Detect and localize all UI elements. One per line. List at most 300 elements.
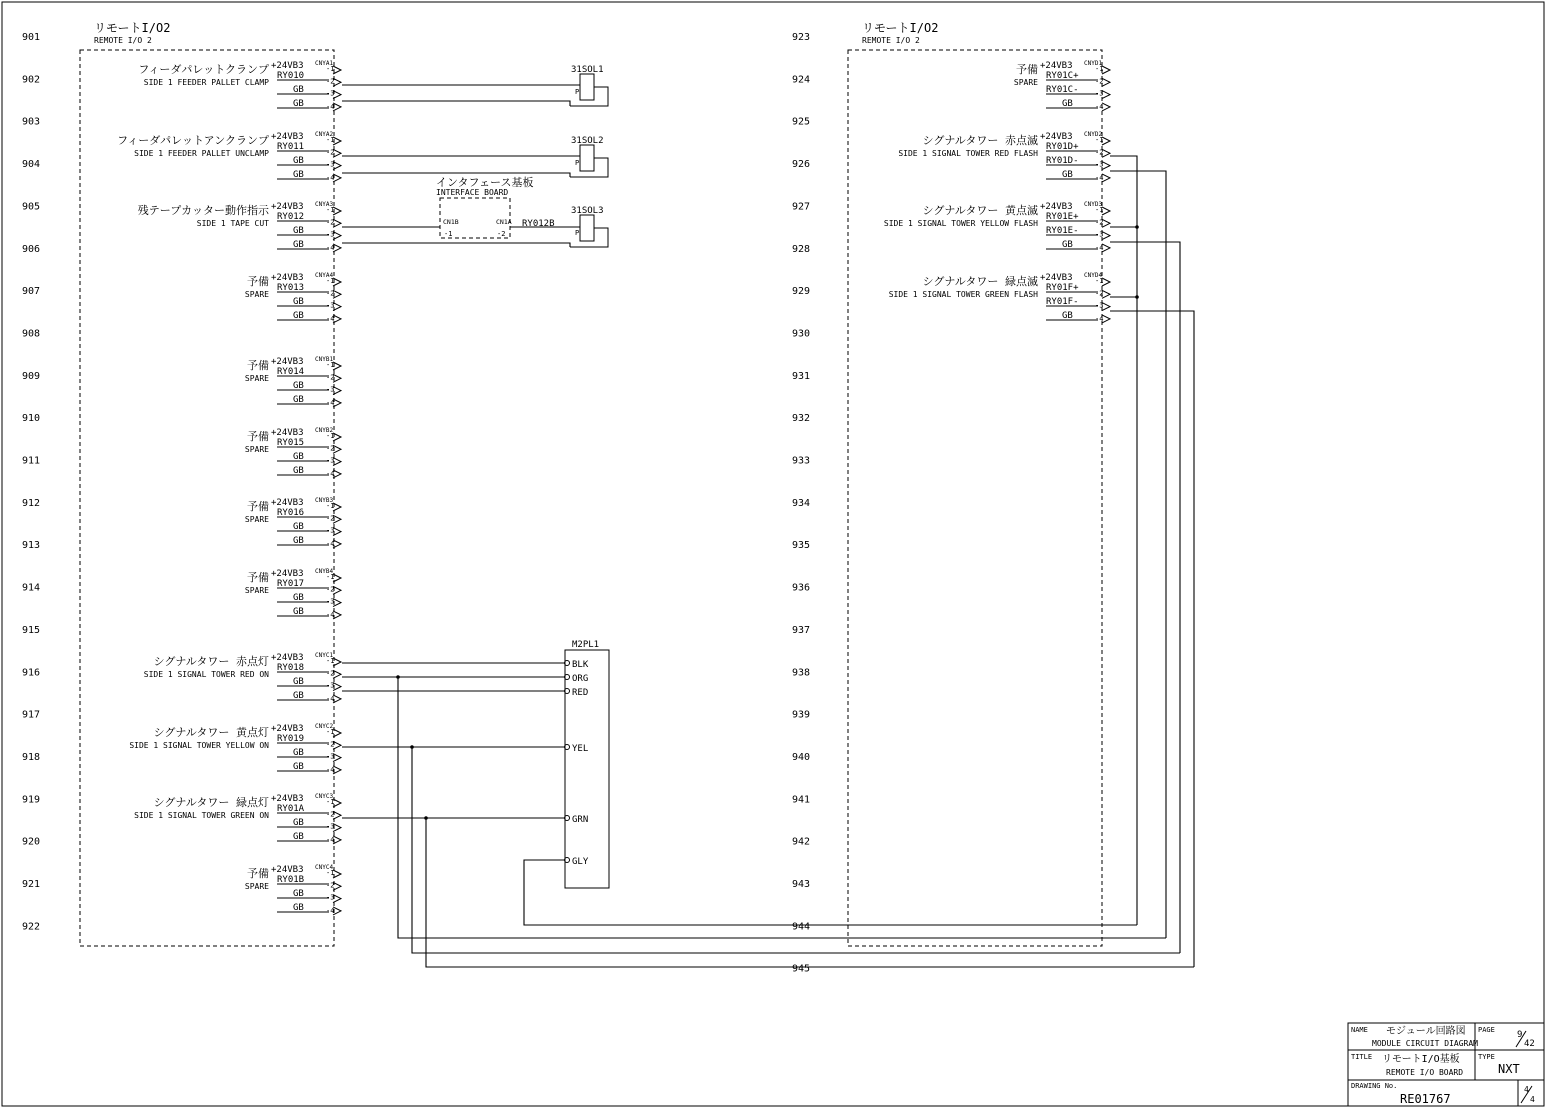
- connector-signal: GB: [1062, 99, 1073, 109]
- pin-label: -1: [326, 657, 335, 665]
- line-number: 927: [792, 201, 811, 213]
- pin-label: -2: [1095, 289, 1104, 298]
- line-number: 902: [22, 74, 41, 86]
- connector-signal: RY011: [277, 142, 305, 152]
- connector-signal: GB: [293, 226, 304, 236]
- right-module-title-en: REMOTE I/O 2: [862, 36, 920, 45]
- pin-label: -1: [326, 502, 335, 510]
- tb-name-en: MODULE CIRCUIT DIAGRAM: [1372, 1039, 1478, 1048]
- pin-label: -1: [326, 798, 335, 806]
- tb-drawing-value: RE01767: [1400, 1092, 1451, 1106]
- connector-signal: GB: [293, 832, 304, 842]
- pin-label: -1: [1095, 65, 1104, 73]
- pin-label: -4: [1095, 243, 1104, 252]
- right-module-box: [848, 50, 1102, 946]
- line-number: 931: [792, 370, 811, 382]
- connector-desc-en: SPARE: [244, 882, 269, 891]
- right-connectors: [884, 60, 1110, 323]
- connector-desc-jp: フィーダパレットクランプ: [138, 63, 269, 76]
- lamp-terminal-label: GLY: [572, 857, 589, 867]
- connector-signal: RY013: [277, 283, 305, 293]
- tb-page-total: 42: [1524, 1039, 1535, 1049]
- connector-signal: GB: [293, 818, 304, 828]
- connector-desc-jp: 予備: [247, 275, 269, 288]
- line-number: 926: [792, 159, 811, 171]
- pin-label: -3: [326, 526, 335, 535]
- connector-signal: +24VB3: [271, 273, 304, 283]
- line-number: 933: [792, 455, 811, 467]
- line-number: 903: [22, 116, 41, 128]
- connector-cnya2: [117, 131, 341, 182]
- line-number: 928: [792, 243, 811, 255]
- pin-label: -3: [326, 597, 335, 606]
- wire: [1110, 242, 1180, 953]
- pin-label: -3: [326, 822, 335, 831]
- connector-signal: RY01C+: [1046, 71, 1079, 81]
- interface-cn-left: CN1B: [443, 218, 459, 226]
- line-number: 935: [792, 540, 811, 552]
- connector-id: CNYC2: [315, 723, 334, 730]
- pin-label: -3: [1095, 301, 1104, 310]
- connector-desc-en: SPARE: [1013, 78, 1038, 87]
- tb-page-label: PAGE: [1478, 1026, 1495, 1034]
- connector-desc-en: SPARE: [244, 445, 269, 454]
- connector-id: CNYC3: [315, 793, 334, 800]
- pin-label: -3: [1095, 230, 1104, 239]
- connector-desc-en: SPARE: [244, 290, 269, 299]
- connector-signal: RY01B: [277, 875, 305, 885]
- connector-signal: GB: [293, 395, 304, 405]
- connector-desc-en: SIDE 1 SIGNAL TOWER GREEN FLASH: [888, 290, 1038, 299]
- line-number: 912: [22, 497, 41, 509]
- connector-signal: +24VB3: [271, 569, 304, 579]
- connector-signal: GB: [1062, 240, 1073, 250]
- pin-label: -2: [326, 810, 335, 819]
- connector-id: CNYB1: [315, 356, 334, 363]
- right-line-numbers: [792, 32, 810, 975]
- connector-signal: +24VB3: [1040, 132, 1073, 142]
- pin-label: -1: [1095, 206, 1104, 214]
- pin-label: -2: [326, 77, 335, 86]
- connector-desc-en: SIDE 1 SIGNAL TOWER YELLOW FLASH: [883, 219, 1038, 228]
- line-number: 916: [22, 667, 41, 679]
- pin-label: -1: [326, 869, 335, 877]
- connector-signal: RY01F-: [1046, 297, 1079, 307]
- line-number: 920: [22, 836, 41, 848]
- connector-signal: GB: [293, 522, 304, 532]
- connector-signal: +24VB3: [271, 794, 304, 804]
- solenoid-label: 31SOL1: [571, 65, 604, 75]
- connector-cnyd2: [898, 131, 1110, 182]
- connector-signal: RY01E+: [1046, 212, 1079, 222]
- pin-label: -1: [326, 277, 335, 285]
- tb-type-label: TYPE: [1478, 1053, 1495, 1061]
- connector-desc-en: SIDE 1 SIGNAL TOWER GREEN ON: [134, 811, 269, 820]
- tb-sheet-num: 4: [1524, 1085, 1529, 1094]
- line-number: 940: [792, 751, 811, 763]
- line-number: 923: [792, 32, 811, 43]
- connector-cnyc1: [144, 652, 341, 703]
- pin-label: -1: [326, 206, 335, 214]
- connector-signal: RY017: [277, 579, 305, 589]
- line-number: 914: [22, 582, 41, 594]
- connector-signal: GB: [293, 466, 304, 476]
- line-number: 937: [792, 624, 811, 636]
- junction-dot: [1135, 295, 1139, 299]
- pin-label: -3: [326, 456, 335, 465]
- left-connectors: [117, 60, 341, 915]
- interface-board-title-jp: インタフェース基板: [436, 176, 534, 189]
- pin-label: -2: [326, 585, 335, 594]
- pin-label: -4: [326, 694, 335, 703]
- page-frame: [2, 2, 1544, 1106]
- connector-signal: RY01C-: [1046, 85, 1079, 95]
- pin-label: -4: [326, 469, 335, 478]
- pin-label: -4: [326, 243, 335, 252]
- line-number: 908: [22, 328, 41, 340]
- connector-id: CNYC1: [315, 652, 334, 659]
- pin-label: -3: [326, 89, 335, 98]
- solenoid-pin: P: [575, 159, 580, 167]
- connector-desc-jp: シグナルタワー 黄点灯: [153, 726, 269, 739]
- line-number: 901: [22, 32, 41, 43]
- connector-cnyb4: [245, 568, 341, 619]
- connector-signal: +24VB3: [271, 653, 304, 663]
- pin-label: -2: [1095, 77, 1104, 86]
- pin-label: -3: [326, 301, 335, 310]
- connector-signal: RY01E-: [1046, 226, 1079, 236]
- lamp-terminal-label: ORG: [572, 674, 589, 684]
- line-number: 944: [792, 921, 811, 933]
- connector-signal: +24VB3: [271, 357, 304, 367]
- connector-cnyb1: [245, 356, 341, 407]
- lamp-terminal-label: RED: [572, 688, 589, 698]
- solenoid-pin: P: [575, 229, 580, 237]
- pin-label: -4: [1095, 173, 1104, 182]
- pin-label: -2: [326, 669, 335, 678]
- line-number: 918: [22, 751, 41, 763]
- pin-label: -1: [326, 136, 335, 144]
- pin-label: -4: [326, 398, 335, 407]
- connector-id: CNYC4: [315, 864, 334, 871]
- pin-label: -2: [326, 218, 335, 227]
- junction-dot: [1135, 225, 1139, 229]
- pin-label: -1: [326, 65, 335, 73]
- connector-signal: RY015: [277, 438, 305, 448]
- lamp-terminal-label: BLK: [572, 660, 589, 670]
- connector-signal: GB: [293, 85, 304, 95]
- pin-label: -4: [1095, 102, 1104, 111]
- connector-desc-jp: シグナルタワー 緑点滅: [922, 275, 1038, 288]
- connector-signal: GB: [293, 240, 304, 250]
- line-number: 938: [792, 667, 811, 679]
- wire: [1110, 311, 1194, 967]
- tb-sheet-total: 4: [1530, 1095, 1535, 1104]
- line-number: 922: [22, 921, 41, 933]
- pin-label: -1: [1095, 277, 1104, 285]
- line-number: 943: [792, 879, 811, 890]
- pin-label: -1: [326, 432, 335, 440]
- pin-label: -2: [326, 373, 335, 382]
- pin-label: -2: [326, 740, 335, 749]
- connector-cnya3: [138, 201, 341, 252]
- connector-signal: +24VB3: [271, 61, 304, 71]
- tb-type-value: NXT: [1498, 1062, 1520, 1076]
- line-number: 915: [22, 624, 41, 636]
- connector-id: CNYB3: [315, 497, 334, 504]
- pin-label: -1: [326, 573, 335, 581]
- connector-desc-jp: シグナルタワー 黄点滅: [922, 204, 1038, 217]
- pin-label: -1: [1095, 136, 1104, 144]
- connector-desc-jp: 残テープカッター動作指示: [137, 204, 269, 217]
- connector-cnyb2: [245, 427, 341, 478]
- junction-dot: [410, 745, 414, 749]
- connector-id: CNYD3: [1084, 201, 1103, 208]
- lamp-box: [565, 650, 609, 888]
- pin-label: -2: [326, 289, 335, 298]
- left-module-title-jp: リモートI/O2: [94, 21, 171, 35]
- line-number: 917: [22, 709, 41, 721]
- connector-signal: GB: [1062, 170, 1073, 180]
- connector-id: CNYA2: [315, 131, 334, 138]
- connector-desc-jp: 予備: [247, 500, 269, 513]
- connector-cnya1: [138, 60, 341, 111]
- connector-signal: GB: [293, 536, 304, 546]
- pin-label: -2: [326, 444, 335, 453]
- connector-desc-en: SIDE 1 SIGNAL TOWER RED ON: [143, 670, 269, 679]
- tb-name-jp: モジュール回路図: [1386, 1026, 1466, 1037]
- pin-label: -2: [326, 148, 335, 157]
- junction-dot: [424, 816, 428, 820]
- connector-signal: GB: [293, 593, 304, 603]
- connector-signal: GB: [293, 297, 304, 307]
- wire: [398, 677, 1166, 938]
- pin-label: -4: [326, 314, 335, 323]
- connector-desc-jp: シグナルタワー 赤点滅: [922, 134, 1038, 147]
- tb-page-num: 9: [1517, 1030, 1523, 1040]
- pin-label: -4: [1095, 314, 1104, 323]
- pin-label: -4: [326, 102, 335, 111]
- line-number: 939: [792, 709, 811, 721]
- line-number: 906: [22, 243, 41, 255]
- connector-id: CNYD2: [1084, 131, 1103, 138]
- connector-signal: +24VB3: [271, 498, 304, 508]
- pin-label: -4: [326, 173, 335, 182]
- connector-id: CNYB2: [315, 427, 334, 434]
- pin-label: -2: [1095, 218, 1104, 227]
- connector-cnyc4: [245, 864, 341, 915]
- connector-signal: RY016: [277, 508, 305, 518]
- solenoid-pin: P: [575, 88, 580, 96]
- connector-signal: GB: [293, 889, 304, 899]
- connector-desc-jp: 予備: [247, 571, 269, 584]
- connector-desc-en: SIDE 1 SIGNAL TOWER YELLOW ON: [129, 741, 269, 750]
- line-number: 936: [792, 582, 811, 594]
- connector-desc-jp: 予備: [247, 430, 269, 443]
- connector-signal: GB: [293, 691, 304, 701]
- left-line-numbers: [22, 32, 40, 932]
- line-number: 913: [22, 540, 41, 552]
- pin-label: -2: [1095, 148, 1104, 157]
- connector-signal: RY01D+: [1046, 142, 1079, 152]
- solenoid-body: [580, 74, 594, 100]
- pin-label: -4: [326, 835, 335, 844]
- interface-signal: RY012B: [522, 219, 555, 229]
- connector-signal: +24VB3: [271, 202, 304, 212]
- line-number: 909: [22, 370, 41, 382]
- interface-board: [436, 175, 555, 238]
- signal-tower-lamp: [565, 640, 610, 888]
- lamp-terminal-label: YEL: [572, 744, 589, 754]
- connector-desc-en: SIDE 1 FEEDER PALLET UNCLAMP: [134, 149, 269, 158]
- tb-name-label: NAME: [1351, 1026, 1368, 1034]
- connector-signal: GB: [293, 170, 304, 180]
- connector-desc-jp: シグナルタワー 緑点灯: [153, 796, 269, 809]
- connector-desc-jp: 予備: [1016, 63, 1038, 76]
- connector-signal: GB: [293, 748, 304, 758]
- line-number: 934: [792, 497, 811, 509]
- connector-signal: +24VB3: [271, 865, 304, 875]
- connector-cnya4: [245, 272, 341, 323]
- line-number: 904: [22, 159, 41, 171]
- line-number: 924: [792, 74, 811, 86]
- connector-signal: +24VB3: [271, 132, 304, 142]
- connector-signal: RY010: [277, 71, 305, 81]
- pin-label: -3: [1095, 160, 1104, 169]
- connector-desc-en: SPARE: [244, 515, 269, 524]
- wire: [1110, 156, 1137, 925]
- lamp-id: M2PL1: [572, 640, 600, 650]
- connector-cnyc2: [129, 723, 341, 774]
- solenoid-label: 31SOL3: [571, 206, 604, 216]
- line-number: 925: [792, 116, 811, 128]
- pin-label: -1: [326, 728, 335, 736]
- pin-label: -4: [326, 765, 335, 774]
- pin-label: -4: [326, 539, 335, 548]
- pin-label: -4: [326, 906, 335, 915]
- title-block: [1348, 1023, 1544, 1106]
- connector-id: CNYA1: [315, 60, 334, 67]
- connector-signal: RY012: [277, 212, 305, 222]
- connector-signal: RY01F+: [1046, 283, 1079, 293]
- tb-title-en: REMOTE I/O BOARD: [1386, 1068, 1464, 1077]
- connector-desc-jp: フィーダパレットアンクランプ: [117, 134, 269, 147]
- line-number: 945: [792, 963, 811, 975]
- connector-signal: GB: [293, 311, 304, 321]
- tb-title-jp: リモートI/O基板: [1382, 1054, 1460, 1065]
- connector-id: CNYD4: [1084, 272, 1103, 279]
- pin-label: -3: [326, 681, 335, 690]
- connector-desc-en: SIDE 1 SIGNAL TOWER RED FLASH: [898, 149, 1038, 158]
- connector-signal: GB: [293, 677, 304, 687]
- tb-drawing-label: DRAWING No.: [1351, 1082, 1398, 1090]
- connector-desc-en: SIDE 1 TAPE CUT: [196, 219, 269, 228]
- line-number: 932: [792, 413, 811, 425]
- connector-signal: +24VB3: [271, 428, 304, 438]
- connector-desc-en: SPARE: [244, 586, 269, 595]
- pin-label: -3: [326, 385, 335, 394]
- pin-label: -2: [326, 514, 335, 523]
- line-number: 941: [792, 794, 811, 806]
- line-number: 929: [792, 286, 811, 298]
- connector-signal: GB: [293, 156, 304, 166]
- connector-cnyd4: [889, 272, 1110, 323]
- line-number: 942: [792, 836, 811, 848]
- right-module-title-jp: リモートI/O2: [862, 21, 939, 35]
- line-number: 911: [22, 455, 41, 467]
- connector-signal: GB: [293, 381, 304, 391]
- connector-signal: RY014: [277, 367, 305, 377]
- pin-label: -3: [326, 230, 335, 239]
- interface-pin-left: -1: [444, 230, 453, 238]
- wire: [524, 860, 1137, 925]
- connector-signal: +24VB3: [1040, 202, 1073, 212]
- line-number: 919: [22, 794, 41, 806]
- pin-label: -3: [1095, 89, 1104, 98]
- connector-signal: GB: [1062, 311, 1073, 321]
- pin-label: -4: [326, 610, 335, 619]
- wire: [1110, 171, 1166, 938]
- solenoid-body: [580, 215, 594, 241]
- lamp-terminal-label: GRN: [572, 815, 589, 825]
- connector-cnyd1: [1014, 60, 1110, 111]
- pin-label: -3: [326, 893, 335, 902]
- connector-signal: GB: [293, 762, 304, 772]
- connector-signal: RY019: [277, 734, 305, 744]
- connector-desc-jp: シグナルタワー 赤点灯: [153, 655, 269, 668]
- connector-signal: +24VB3: [271, 724, 304, 734]
- connector-signal: GB: [293, 903, 304, 913]
- pin-label: -1: [326, 361, 335, 369]
- connector-cnyc3: [134, 793, 341, 844]
- connector-id: CNYA4: [315, 272, 334, 279]
- wire: [342, 101, 570, 106]
- connector-desc-en: SPARE: [244, 374, 269, 383]
- connector-signal: RY01A: [277, 804, 305, 814]
- connector-cnyd3: [884, 201, 1110, 252]
- line-number: 910: [22, 413, 41, 425]
- connector-cnyb3: [245, 497, 341, 548]
- pin-label: -3: [326, 752, 335, 761]
- line-number: 907: [22, 286, 41, 298]
- connector-signal: RY01D-: [1046, 156, 1079, 166]
- solenoid-body: [580, 145, 594, 171]
- connector-signal: RY018: [277, 663, 305, 673]
- interface-board-title-en: INTERFACE BOARD: [436, 188, 509, 197]
- connector-id: CNYB4: [315, 568, 334, 575]
- connector-desc-en: SIDE 1 FEEDER PALLET CLAMP: [143, 78, 269, 87]
- left-module-title-en: REMOTE I/O 2: [94, 36, 152, 45]
- connector-desc-jp: 予備: [247, 359, 269, 372]
- pin-label: -3: [326, 160, 335, 169]
- connector-id: CNYA3: [315, 201, 334, 208]
- line-number: 921: [22, 879, 41, 890]
- connector-desc-jp: 予備: [247, 867, 269, 880]
- connector-signal: +24VB3: [1040, 61, 1073, 71]
- interface-pin-right: -2: [497, 230, 506, 238]
- connector-signal: GB: [293, 607, 304, 617]
- junction-dot: [396, 675, 400, 679]
- pin-label: -2: [326, 881, 335, 890]
- tb-title-label: TITLE: [1351, 1053, 1373, 1061]
- connector-signal: GB: [293, 99, 304, 109]
- line-number: 905: [22, 201, 41, 213]
- connector-id: CNYD1: [1084, 60, 1103, 67]
- solenoid-label: 31SOL2: [571, 136, 604, 146]
- connector-signal: GB: [293, 452, 304, 462]
- interface-cn-right: CN1A: [496, 218, 512, 226]
- connector-signal: +24VB3: [1040, 273, 1073, 283]
